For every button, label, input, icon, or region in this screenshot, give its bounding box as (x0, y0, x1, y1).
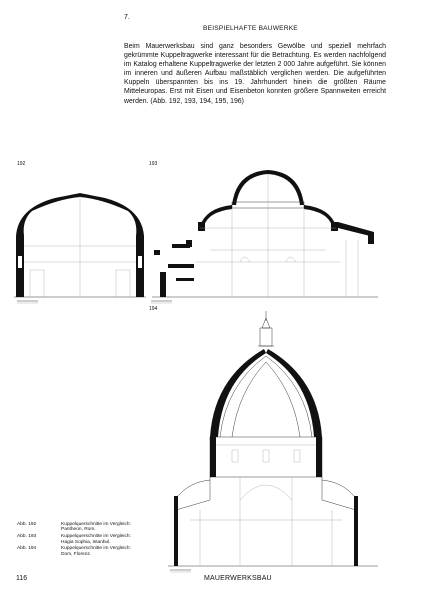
caption-line: Kuppelquerschnitte im Vergleich: (61, 534, 131, 540)
caption-label: Abb. 192 (17, 522, 37, 527)
figure-number-192: 192 (17, 161, 26, 167)
caption-label: Abb. 193 (17, 534, 37, 540)
caption-line: Kuppelquerschnitte im Vergleich: (61, 522, 131, 527)
caption-line: Hagia Sophia, Istanbul. (61, 539, 111, 545)
caption-abb-193 (17, 534, 167, 545)
running-title: MAUERWERKSBAU (204, 575, 272, 582)
caption-label: Abb. 194 (17, 546, 37, 552)
caption-abb-192 (17, 522, 167, 533)
caption-line: Dom, Florenz. (61, 551, 92, 557)
chapter-title: BEISPIELHAFTE BAUWERKE (203, 25, 298, 32)
body-paragraph: Beim Mauerwerksbau sind ganz besonders Gewölbe und speziell mehrfach gekrümmte Kuppeltragwerke interessant für die Betrachtung. Es werden nachfolgend im Katalog erhaltene Kuppeltragwerke der letzten 2 000 Jahre aufgeführt. Sie können im inneren und äußeren Aufbau maßstäblich verglichen werden. Die aufgeführten Kuppeln überspannten bis ins 19. Jahrhundert hinein die größten Räume Mitteleuropas. Erst mit Eisen und Eisenbeton konnten größere Spannweiten erreicht werden. (Abb. 192, 193, 194, 195, 196) (124, 43, 386, 105)
chapter-number: 7. (124, 14, 130, 21)
caption-line: Pantheon, Rom. (61, 527, 96, 533)
figure-captions (17, 522, 167, 559)
figure-number-193: 193 (149, 161, 158, 167)
page-number: 116 (16, 575, 28, 582)
figure-number-194: 194 (149, 306, 158, 312)
caption-abb-194 (17, 546, 167, 557)
caption-line: Kuppelquerschnitte im Vergleich: (61, 546, 131, 552)
